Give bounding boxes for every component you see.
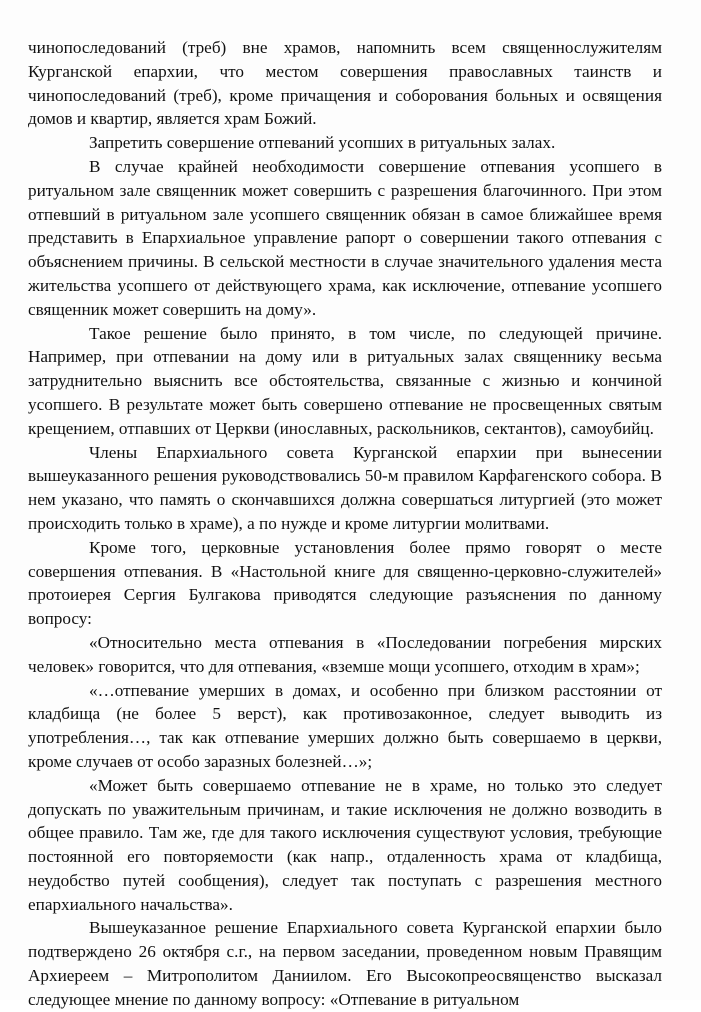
paragraph-7: «Относительно места отпевания в «Последовании погребения мирских человек» говорится, что для отпевания, «вземше мощи усопшего, отходим в храм»;: [28, 632, 662, 676]
paragraph-5: Члены Епархиального совета Курганской епархии при вынесении вышеуказанного решения руководствовались 50-м правилом Карфагенского собора. В нем указано, что память о скончавшихся должна совершаться литургией (это может происходить только в храме), а по нужде и кроме литургии молитвами.: [28, 442, 662, 533]
paragraph-9: «Может быть совершаемо отпевание не в храме, но только это следует допускать по уважительным причинам, и такие исключения не должно возводить в общее правило. Там же, где для такого исключения существуют условия, требующие постоянной его повторяемости (как напр., отдаленность храма от кладбища, неудобство путей сообщения), следует так поступать с разрешения местного епархиального начальства».: [28, 775, 662, 914]
paragraph-1: чинопоследований (треб) вне храмов, напомнить всем священнослужителям Курганской епархии, что местом совершения православных таинств и чинопоследований (треб), кроме причащения и соборования больных и освящения домов и квартир, является храм Божий.: [28, 38, 662, 129]
paragraph-2: Запретить совершение отпеваний усопших в ритуальных залах.: [89, 133, 556, 153]
paragraph-10: Вышеуказанное решение Епархиального совета Курганской епархии было подтверждено 26 октября с.г., на первом заседании, проведенном новым Правящим Архиереем – Митрополитом Даниилом. Его Высокопреосвященство высказал следующее мнение по данному вопросу: «Отпевание в ритуальном: [28, 918, 662, 1009]
paragraph-4: Такое решение было принято, в том числе, по следующей причине. Например, при отпевании на дому или в ритуальных залах священнику весьма затруднительно выяснить все обстоятельства, связанные с жизнью и кончиной усопшего. В результате может быть совершено отпевание не просвещенных святым крещением, отпавших от Церкви (инославных, раскольников, сектантов), самоубийц.: [28, 323, 662, 438]
paragraph-3: В случае крайней необходимости совершение отпевания усопшего в ритуальном зале священник может совершить с разрешения благочинного. При этом отпевший в ритуальном зале усопшего священник обязан в самое ближайшее время представить в Епархиальное управление рапорт о совершении такого отпевания с объяснением причины. В сельской местности в случае значительного удаления места жительства усопшего от действующего храма, как исключение, отпевание усопшего священник может совершить на дому».: [28, 156, 662, 319]
document-body: [28, 36, 662, 1012]
paragraph-8: «…отпевание умерших в домах, и особенно при близком расстоянии от кладбища (не более 5 верст), как противозаконное, следует выводить из употребления…, так как отпевание умерших должно быть совершаемо в церкви, кроме случаев от особо заразных болезней…»;: [28, 680, 662, 771]
paragraph-6: Кроме того, церковные установления более прямо говорят о месте совершения отпевания. В «Настольной книге для священно-церковно-служителей» протоиерея Сергия Булгакова приводятся следующие разъяснения по данному вопросу:: [28, 537, 662, 629]
